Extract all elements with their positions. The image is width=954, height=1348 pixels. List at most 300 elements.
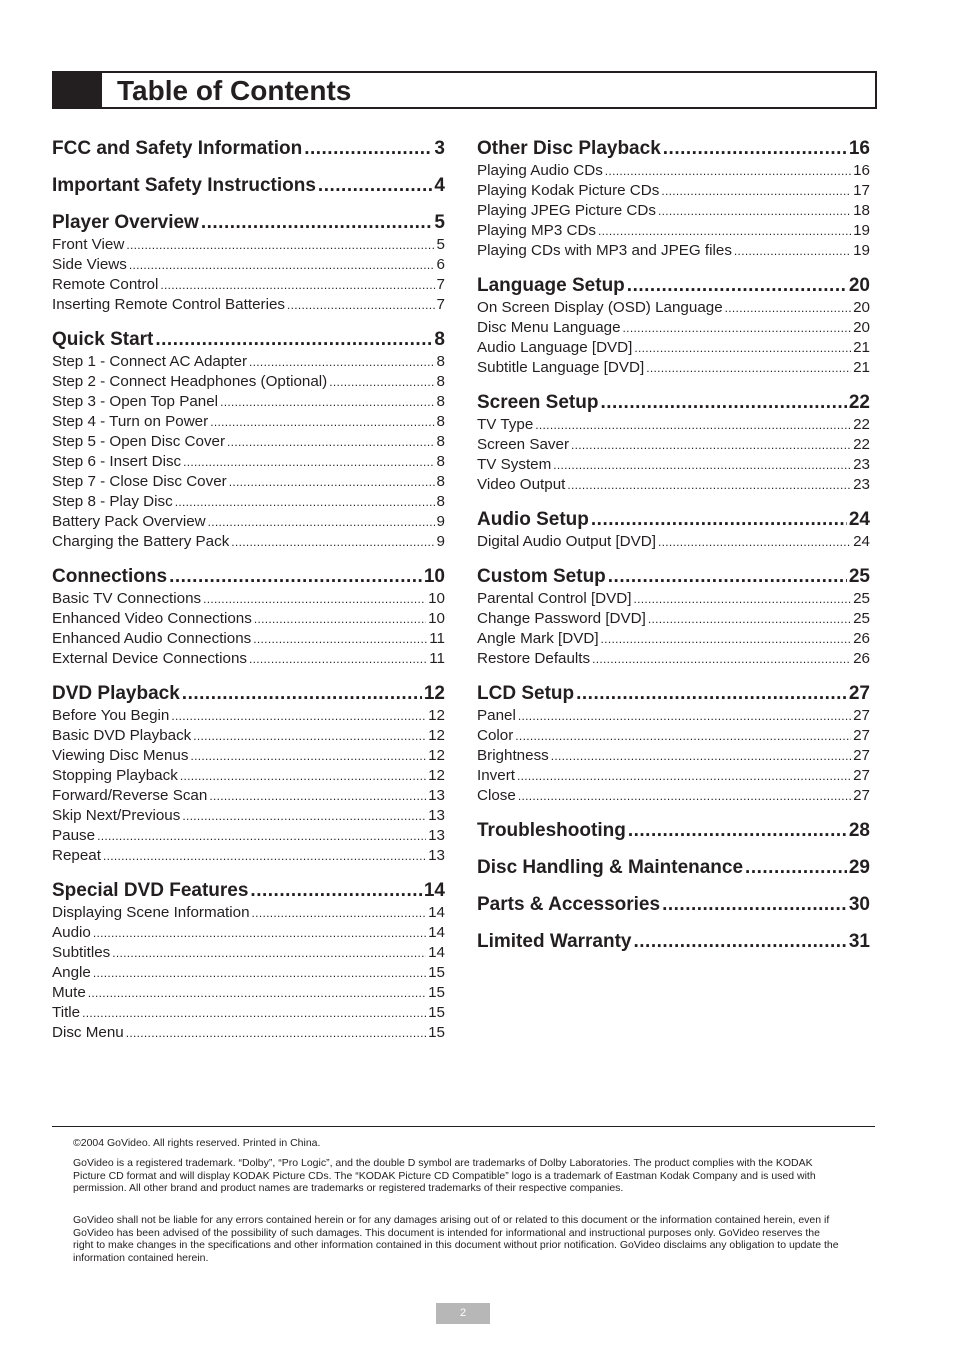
- toc-entry-page: 13: [428, 827, 445, 844]
- dot-leader: [634, 338, 851, 358]
- toc-entry-page: 11: [429, 650, 445, 667]
- toc-entry[interactable]: [52, 706, 445, 726]
- toc-heading-page: 24: [848, 509, 870, 530]
- toc-entry-label: Inserting Remote Control Batteries: [52, 296, 285, 313]
- toc-entry-label: Forward/Reverse Scan: [52, 787, 208, 804]
- dot-leader: [103, 846, 426, 866]
- toc-entry[interactable]: [52, 629, 445, 649]
- dot-leader: [567, 475, 851, 495]
- toc-entry-label: Brightness: [477, 747, 549, 764]
- toc-entry[interactable]: [52, 255, 445, 275]
- toc-entry-page: 20: [853, 319, 870, 336]
- toc-entry-label: Parental Control [DVD]: [477, 590, 632, 607]
- toc-entry[interactable]: [52, 295, 445, 315]
- toc-entry[interactable]: [52, 943, 445, 963]
- title-marker-block: [54, 73, 102, 107]
- dot-leader: [628, 819, 847, 843]
- toc-heading[interactable]: [477, 819, 870, 843]
- toc-heading[interactable]: [52, 174, 445, 198]
- toc-entry-label: Playing JPEG Picture CDs: [477, 202, 656, 219]
- dot-leader: [210, 412, 434, 432]
- toc-entry-label: On Screen Display (OSD) Language: [477, 299, 723, 316]
- toc-section: [477, 682, 870, 806]
- toc-entry[interactable]: [477, 201, 870, 221]
- dot-leader: [82, 1003, 426, 1023]
- toc-entry-page: 21: [853, 359, 870, 376]
- toc-heading[interactable]: [52, 565, 445, 589]
- toc-heading-label: Disc Handling & Maintenance: [477, 857, 744, 878]
- toc-entry-label: TV System: [477, 456, 552, 473]
- dot-leader: [551, 746, 851, 766]
- toc-heading[interactable]: [477, 391, 870, 415]
- toc-entry[interactable]: [477, 475, 870, 495]
- toc-heading-page: 5: [434, 212, 445, 233]
- toc-entry-page: 8: [436, 453, 445, 470]
- toc-entry-label: Panel: [477, 707, 516, 724]
- dot-leader: [634, 930, 847, 954]
- toc-entry-page: 27: [853, 787, 870, 804]
- toc-section: [477, 893, 870, 917]
- dot-leader: [253, 629, 427, 649]
- toc-entry-label: Disc Menu Language: [477, 319, 621, 336]
- toc-entry[interactable]: [477, 649, 870, 669]
- dot-leader: [220, 392, 434, 412]
- toc-heading-label: Screen Setup: [477, 392, 599, 413]
- dot-leader: [623, 318, 852, 338]
- toc-entry-page: 19: [853, 242, 870, 259]
- toc-entry-page: 7: [436, 296, 445, 313]
- toc-entry-page: 13: [428, 787, 445, 804]
- dot-leader: [725, 298, 851, 318]
- toc-heading-page: 31: [848, 931, 870, 952]
- toc-entry-page: 27: [853, 727, 870, 744]
- dot-leader: [646, 358, 851, 378]
- dot-leader: [249, 649, 427, 669]
- toc-entry-page: 18: [853, 202, 870, 219]
- toc-entry[interactable]: [52, 532, 445, 552]
- dot-leader: [126, 235, 434, 255]
- toc-entry-page: 10: [428, 610, 445, 627]
- toc-entry[interactable]: [52, 352, 445, 372]
- toc-entry-page: 23: [853, 476, 870, 493]
- copyright-notice: ©2004 GoVideo. All rights reserved. Printed in China.: [73, 1137, 321, 1149]
- toc-entry-page: 10: [428, 590, 445, 607]
- toc-entry[interactable]: [477, 609, 870, 629]
- toc-heading-page: 4: [434, 175, 445, 196]
- dot-leader: [329, 372, 434, 392]
- dot-leader: [318, 174, 433, 198]
- toc-entry[interactable]: [477, 589, 870, 609]
- toc-entry[interactable]: [477, 532, 870, 552]
- dot-leader: [175, 492, 435, 512]
- toc-entry[interactable]: [477, 629, 870, 649]
- toc-entry[interactable]: [52, 786, 445, 806]
- dot-leader: [193, 726, 426, 746]
- dot-leader: [627, 274, 847, 298]
- toc-heading-label: Limited Warranty: [477, 931, 632, 952]
- toc-heading[interactable]: [52, 682, 445, 706]
- toc-entry[interactable]: [52, 472, 445, 492]
- toc-entry-page: 5: [436, 236, 445, 253]
- toc-entry-label: Skip Next/Previous: [52, 807, 181, 824]
- toc-right-column: [477, 137, 870, 967]
- toc-entry-page: 23: [853, 456, 870, 473]
- toc-heading-page: 14: [423, 880, 445, 901]
- toc-heading-page: 30: [848, 894, 870, 915]
- toc-entry-label: Restore Defaults: [477, 650, 591, 667]
- toc-section: [477, 274, 870, 378]
- toc-entry-label: Playing Audio CDs: [477, 162, 603, 179]
- toc-entry[interactable]: [477, 338, 870, 358]
- toc-entry[interactable]: [52, 512, 445, 532]
- toc-entry-label: Step 8 - Play Disc: [52, 493, 173, 510]
- toc-section: [477, 508, 870, 552]
- toc-entry-label: Angle Mark [DVD]: [477, 630, 599, 647]
- toc-entry[interactable]: [52, 766, 445, 786]
- dot-leader: [201, 211, 433, 235]
- toc-entry[interactable]: [52, 1003, 445, 1023]
- toc-entry[interactable]: [52, 609, 445, 629]
- toc-entry-label: Side Views: [52, 256, 127, 273]
- toc-section: [477, 819, 870, 843]
- toc-heading[interactable]: [477, 930, 870, 954]
- toc-section: [477, 137, 870, 261]
- toc-entry-label: TV Type: [477, 416, 534, 433]
- toc-entry[interactable]: [52, 826, 445, 846]
- dot-leader: [600, 391, 846, 415]
- dot-leader: [112, 943, 426, 963]
- toc-entry-page: 27: [853, 707, 870, 724]
- dot-leader: [517, 766, 851, 786]
- dot-leader: [608, 565, 847, 589]
- toc-entry-label: Enhanced Audio Connections: [52, 630, 252, 647]
- toc-entry-label: Step 1 - Connect AC Adapter: [52, 353, 248, 370]
- toc-entry-label: Step 7 - Close Disc Cover: [52, 473, 227, 490]
- toc-heading-page: 10: [423, 566, 445, 587]
- toc-entry-page: 27: [853, 747, 870, 764]
- toc-entry[interactable]: [477, 435, 870, 455]
- dot-leader: [576, 682, 847, 706]
- dot-leader: [227, 432, 435, 452]
- toc-entry-page: 21: [853, 339, 870, 356]
- toc-entry[interactable]: [477, 241, 870, 261]
- toc-entry[interactable]: [477, 318, 870, 338]
- toc-entry-page: 14: [428, 944, 445, 961]
- toc-section: [52, 565, 445, 669]
- toc-entry-label: Mute: [52, 984, 86, 1001]
- dot-leader: [535, 415, 851, 435]
- toc-entry-label: Before You Begin: [52, 707, 170, 724]
- toc-entry-page: 14: [428, 904, 445, 921]
- toc-entry[interactable]: [477, 161, 870, 181]
- toc-heading-page: 22: [848, 392, 870, 413]
- dot-leader: [209, 786, 426, 806]
- toc-entry-page: 12: [428, 707, 445, 724]
- toc-entry-page: 8: [436, 473, 445, 490]
- dot-leader: [182, 682, 422, 706]
- toc-entry-label: Viewing Disc Menus: [52, 747, 189, 764]
- toc-entry[interactable]: [52, 452, 445, 472]
- toc-entry-page: 26: [853, 650, 870, 667]
- toc-entry-label: Displaying Scene Information: [52, 904, 250, 921]
- dot-leader: [231, 532, 434, 552]
- toc-entry-page: 16: [853, 162, 870, 179]
- dot-leader: [171, 706, 426, 726]
- dot-leader: [745, 856, 847, 880]
- toc-heading-label: Connections: [52, 566, 168, 587]
- toc-heading[interactable]: [52, 328, 445, 352]
- toc-heading-label: Player Overview: [52, 212, 199, 233]
- trademark-notice: GoVideo is a registered trademark. “Dolby”, “Pro Logic”, and the double D symbol are trademarks of Dolby Laboratories. The product complies with the KODAK Picture CD format and will display KODAK Picture CDs. The “KODAK Picture CD Compatible” logo is a trademark of Eastman Kodak Company and is used with permission. All other brand and product names are trademarks or registered trademarks of their respective companies.: [73, 1157, 816, 1194]
- toc-entry[interactable]: [52, 983, 445, 1003]
- dot-leader: [661, 181, 851, 201]
- dot-leader: [249, 352, 435, 372]
- toc-entry-label: Playing Kodak Picture CDs: [477, 182, 660, 199]
- toc-entry-label: Step 4 - Turn on Power: [52, 413, 209, 430]
- toc-entry-label: Repeat: [52, 847, 101, 864]
- toc-entry-page: 8: [436, 353, 445, 370]
- toc-entry-page: 22: [853, 436, 870, 453]
- dot-leader: [304, 137, 432, 161]
- dot-leader: [88, 983, 426, 1003]
- toc-entry-label: Enhanced Video Connections: [52, 610, 252, 627]
- toc-entry[interactable]: [52, 846, 445, 866]
- toc-section: [52, 174, 445, 198]
- dot-leader: [518, 786, 851, 806]
- toc-heading-page: 12: [423, 683, 445, 704]
- toc-heading[interactable]: [52, 211, 445, 235]
- toc-entry[interactable]: [52, 746, 445, 766]
- dot-leader: [605, 161, 851, 181]
- toc-heading[interactable]: [52, 879, 445, 903]
- toc-entry-page: 8: [436, 413, 445, 430]
- dot-leader: [734, 241, 851, 261]
- page-title: Table of Contents: [117, 75, 352, 106]
- toc-entry-page: 12: [428, 767, 445, 784]
- dot-leader: [169, 565, 422, 589]
- dot-leader: [592, 649, 851, 669]
- toc-entry[interactable]: [52, 923, 445, 943]
- toc-entry-label: Digital Audio Output [DVD]: [477, 533, 656, 550]
- toc-heading[interactable]: [477, 682, 870, 706]
- toc-entry-page: 8: [436, 373, 445, 390]
- footer-divider: [52, 1126, 875, 1127]
- toc-heading[interactable]: [477, 274, 870, 298]
- toc-heading-label: Important Safety Instructions: [52, 175, 316, 196]
- toc-entry-label: Step 6 - Insert Disc: [52, 453, 182, 470]
- toc-entry[interactable]: [52, 1023, 445, 1043]
- dot-leader: [93, 963, 426, 983]
- toc-heading-page: 16: [848, 138, 870, 159]
- toc-heading-page: 3: [434, 138, 445, 159]
- dot-leader: [591, 508, 847, 532]
- dot-leader: [155, 328, 432, 352]
- toc-section: [52, 211, 445, 315]
- toc-entry-label: Pause: [52, 827, 96, 844]
- toc-entry[interactable]: [52, 649, 445, 669]
- toc-entry-label: Title: [52, 1004, 81, 1021]
- toc-entry-label: Subtitles: [52, 944, 111, 961]
- toc-entry-page: 7: [436, 276, 445, 293]
- toc-entry-label: Playing MP3 CDs: [477, 222, 597, 239]
- dot-leader: [598, 221, 851, 241]
- toc-heading[interactable]: [477, 856, 870, 880]
- toc-heading-label: LCD Setup: [477, 683, 575, 704]
- dot-leader: [571, 435, 851, 455]
- toc-entry-page: 9: [436, 533, 445, 550]
- dot-leader: [633, 589, 851, 609]
- toc-section: [477, 856, 870, 880]
- toc-entry-label: External Device Connections: [52, 650, 248, 667]
- dot-leader: [190, 746, 426, 766]
- toc-entry-page: 8: [436, 433, 445, 450]
- toc-entry-label: Remote Control: [52, 276, 159, 293]
- toc-entry-page: 17: [853, 182, 870, 199]
- toc-entry-label: Playing CDs with MP3 and JPEG files: [477, 242, 732, 259]
- toc-entry-label: Step 2 - Connect Headphones (Optional): [52, 373, 328, 390]
- toc-entry-label: Change Password [DVD]: [477, 610, 646, 627]
- toc-heading-label: Troubleshooting: [477, 820, 626, 841]
- toc-entry-page: 9: [436, 513, 445, 530]
- toc-heading[interactable]: [52, 137, 445, 161]
- dot-leader: [601, 629, 852, 649]
- toc-entry-page: 14: [428, 924, 445, 941]
- toc-entry-page: 24: [853, 533, 870, 550]
- dot-leader: [160, 275, 434, 295]
- dot-leader: [663, 137, 847, 161]
- toc-entry-label: Basic DVD Playback: [52, 727, 192, 744]
- toc-entry-label: Disc Menu: [52, 1024, 124, 1041]
- toc-entry-label: Close: [477, 787, 516, 804]
- toc-entry-page: 13: [428, 807, 445, 824]
- toc-entry[interactable]: [52, 806, 445, 826]
- toc-heading[interactable]: [477, 893, 870, 917]
- toc-section: [477, 565, 870, 669]
- toc-entry[interactable]: [477, 358, 870, 378]
- toc-entry[interactable]: [52, 275, 445, 295]
- toc-entry-label: Screen Saver: [477, 436, 570, 453]
- dot-leader: [208, 512, 435, 532]
- toc-entry-label: Color: [477, 727, 514, 744]
- dot-leader: [180, 766, 426, 786]
- toc-entry[interactable]: [477, 221, 870, 241]
- toc-heading[interactable]: [477, 137, 870, 161]
- toc-heading-label: Parts & Accessories: [477, 894, 661, 915]
- toc-entry-page: 12: [428, 727, 445, 744]
- dot-leader: [662, 893, 847, 917]
- disclaimer-notice: GoVideo shall not be liable for any errors contained herein or for any damages arising out of or related to this document or the information contained herein, even if GoVideo has been advised of the possibility of such damages. This document is intended for informational and instructional purposes only. GoVideo reserves the right to make changes in the specifications and other information contained in this document without prior notification. GoVideo disclaims any obligation to update the information contained herein.: [73, 1214, 839, 1264]
- toc-heading[interactable]: [477, 508, 870, 532]
- toc-entry[interactable]: [52, 432, 445, 452]
- toc-heading-page: 28: [848, 820, 870, 841]
- toc-entry-page: 8: [436, 493, 445, 510]
- dot-leader: [229, 472, 435, 492]
- toc-entry[interactable]: [52, 235, 445, 255]
- dot-leader: [252, 903, 427, 923]
- dot-leader: [250, 879, 421, 903]
- dot-leader: [254, 609, 426, 629]
- toc-section: [52, 682, 445, 866]
- toc-entry-page: 8: [436, 393, 445, 410]
- toc-entry[interactable]: [477, 766, 870, 786]
- dot-leader: [658, 201, 851, 221]
- dot-leader: [287, 295, 435, 315]
- toc-entry-page: 15: [428, 984, 445, 1001]
- toc-entry-page: 11: [429, 630, 445, 647]
- toc-entry-page: 15: [428, 964, 445, 981]
- dot-leader: [515, 726, 851, 746]
- toc-entry-label: Video Output: [477, 476, 566, 493]
- dot-leader: [518, 706, 851, 726]
- toc-entry-page: 6: [436, 256, 445, 273]
- toc-heading-label: Language Setup: [477, 275, 625, 296]
- toc-entry-page: 15: [428, 1024, 445, 1041]
- toc-entry[interactable]: [52, 492, 445, 512]
- toc-heading-page: 27: [848, 683, 870, 704]
- dot-leader: [203, 589, 426, 609]
- toc-entry[interactable]: [477, 455, 870, 475]
- dot-leader: [126, 1023, 426, 1043]
- toc-entry-label: Subtitle Language [DVD]: [477, 359, 645, 376]
- toc-entry[interactable]: [477, 298, 870, 318]
- toc-entry-label: Stopping Playback: [52, 767, 178, 784]
- toc-entry[interactable]: [52, 903, 445, 923]
- toc-entry[interactable]: [477, 786, 870, 806]
- toc-entry-page: 15: [428, 1004, 445, 1021]
- toc-entry-label: Step 5 - Open Disc Cover: [52, 433, 226, 450]
- toc-entry-page: 20: [853, 299, 870, 316]
- toc-entry-page: 25: [853, 610, 870, 627]
- toc-heading-label: Quick Start: [52, 329, 154, 350]
- toc-entry[interactable]: [52, 963, 445, 983]
- toc-entry[interactable]: [477, 726, 870, 746]
- toc-heading-label: DVD Playback: [52, 683, 180, 704]
- toc-entry[interactable]: [477, 181, 870, 201]
- toc-entry[interactable]: [52, 372, 445, 392]
- toc-section: [52, 879, 445, 1043]
- toc-heading-label: FCC and Safety Information: [52, 138, 303, 159]
- toc-entry[interactable]: [477, 706, 870, 726]
- toc-section: [477, 391, 870, 495]
- toc-entry[interactable]: [477, 746, 870, 766]
- toc-entry[interactable]: [477, 415, 870, 435]
- toc-entry-label: Invert: [477, 767, 515, 784]
- title-bar: [52, 71, 877, 109]
- toc-entry-label: Charging the Battery Pack: [52, 533, 230, 550]
- toc-entry-label: Audio: [52, 924, 91, 941]
- toc-entry-label: Battery Pack Overview: [52, 513, 206, 530]
- toc-entry-page: 19: [853, 222, 870, 239]
- toc-entry[interactable]: [52, 412, 445, 432]
- dot-leader: [658, 532, 851, 552]
- toc-entry-page: 26: [853, 630, 870, 647]
- toc-entry[interactable]: [52, 589, 445, 609]
- dot-leader: [648, 609, 851, 629]
- toc-heading-label: Other Disc Playback: [477, 138, 661, 159]
- toc-heading[interactable]: [477, 565, 870, 589]
- toc-heading-label: Audio Setup: [477, 509, 589, 530]
- toc-entry-page: 12: [428, 747, 445, 764]
- toc-entry[interactable]: [52, 392, 445, 412]
- toc-entry[interactable]: [52, 726, 445, 746]
- dot-leader: [183, 452, 434, 472]
- dot-leader: [182, 806, 426, 826]
- toc-entry-label: Step 3 - Open Top Panel: [52, 393, 219, 410]
- toc-entry-label: Angle: [52, 964, 91, 981]
- toc-heading-page: 20: [848, 275, 870, 296]
- toc-section: [52, 328, 445, 552]
- dot-leader: [93, 923, 426, 943]
